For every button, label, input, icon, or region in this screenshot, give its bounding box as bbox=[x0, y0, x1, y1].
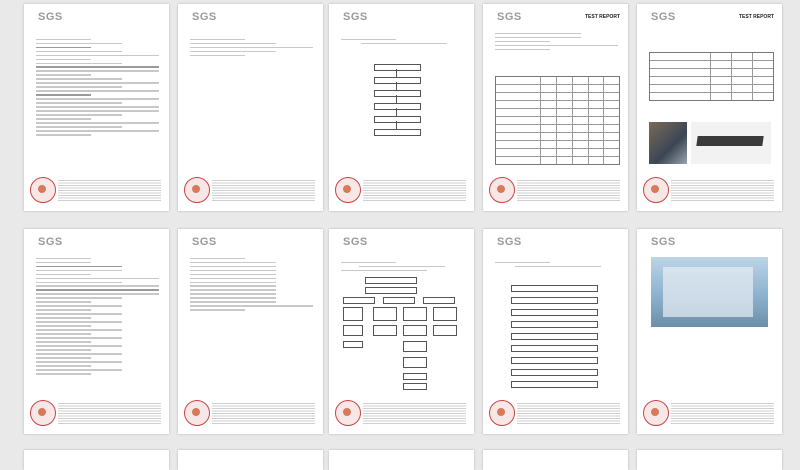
report-page-14[interactable] bbox=[483, 450, 628, 470]
fine-print bbox=[212, 402, 315, 424]
fine-print bbox=[671, 402, 774, 424]
official-seal bbox=[643, 400, 669, 426]
fine-print bbox=[212, 179, 315, 201]
official-seal bbox=[335, 177, 361, 203]
sgs-logo: SGS bbox=[38, 11, 63, 23]
report-page-8[interactable] bbox=[329, 229, 474, 434]
official-seal bbox=[489, 400, 515, 426]
fine-print bbox=[58, 402, 161, 424]
sgs-logo: SGS bbox=[38, 236, 63, 248]
report-page-12[interactable] bbox=[178, 450, 323, 470]
report-heading: TEST REPORT bbox=[584, 14, 620, 20]
page-text bbox=[341, 259, 464, 274]
fine-print bbox=[58, 179, 161, 201]
sample-photo-2 bbox=[691, 122, 771, 164]
report-page-9[interactable] bbox=[483, 229, 628, 434]
sample-photo-1 bbox=[649, 122, 687, 164]
official-seal bbox=[335, 400, 361, 426]
sgs-logo: SGS bbox=[651, 11, 676, 23]
report-page-3[interactable] bbox=[329, 4, 474, 211]
report-page-15[interactable] bbox=[637, 450, 782, 470]
results-table bbox=[649, 52, 774, 101]
official-seal bbox=[30, 177, 56, 203]
report-page-1[interactable] bbox=[24, 4, 169, 211]
fine-print bbox=[363, 402, 466, 424]
page-text bbox=[495, 259, 618, 270]
official-seal bbox=[30, 400, 56, 426]
report-page-7[interactable] bbox=[178, 229, 323, 434]
report-page-2[interactable] bbox=[178, 4, 323, 211]
report-heading: TEST REPORT bbox=[738, 14, 774, 20]
sgs-logo: SGS bbox=[497, 236, 522, 248]
sgs-logo: SGS bbox=[497, 11, 522, 23]
fine-print bbox=[363, 179, 466, 201]
fine-print bbox=[517, 402, 620, 424]
results-table bbox=[495, 76, 620, 165]
report-page-11[interactable] bbox=[24, 450, 169, 470]
report-page-6[interactable] bbox=[24, 229, 169, 434]
official-seal bbox=[184, 400, 210, 426]
sgs-logo: SGS bbox=[192, 11, 217, 23]
page-text bbox=[190, 255, 313, 313]
official-seal bbox=[643, 177, 669, 203]
official-seal bbox=[489, 177, 515, 203]
sgs-logo: SGS bbox=[651, 236, 676, 248]
report-page-13[interactable] bbox=[329, 450, 474, 470]
page-text bbox=[341, 36, 464, 47]
page-text bbox=[495, 30, 618, 53]
report-page-10[interactable] bbox=[637, 229, 782, 434]
page-text bbox=[36, 255, 159, 377]
page-text bbox=[190, 36, 313, 59]
page-text bbox=[36, 36, 159, 138]
sample-photo bbox=[651, 257, 768, 327]
report-page-5[interactable] bbox=[637, 4, 782, 211]
sgs-logo: SGS bbox=[343, 11, 368, 23]
report-page-4[interactable] bbox=[483, 4, 628, 211]
sgs-logo: SGS bbox=[343, 236, 368, 248]
fine-print bbox=[671, 179, 774, 201]
sgs-logo: SGS bbox=[192, 236, 217, 248]
fine-print bbox=[517, 179, 620, 201]
official-seal bbox=[184, 177, 210, 203]
